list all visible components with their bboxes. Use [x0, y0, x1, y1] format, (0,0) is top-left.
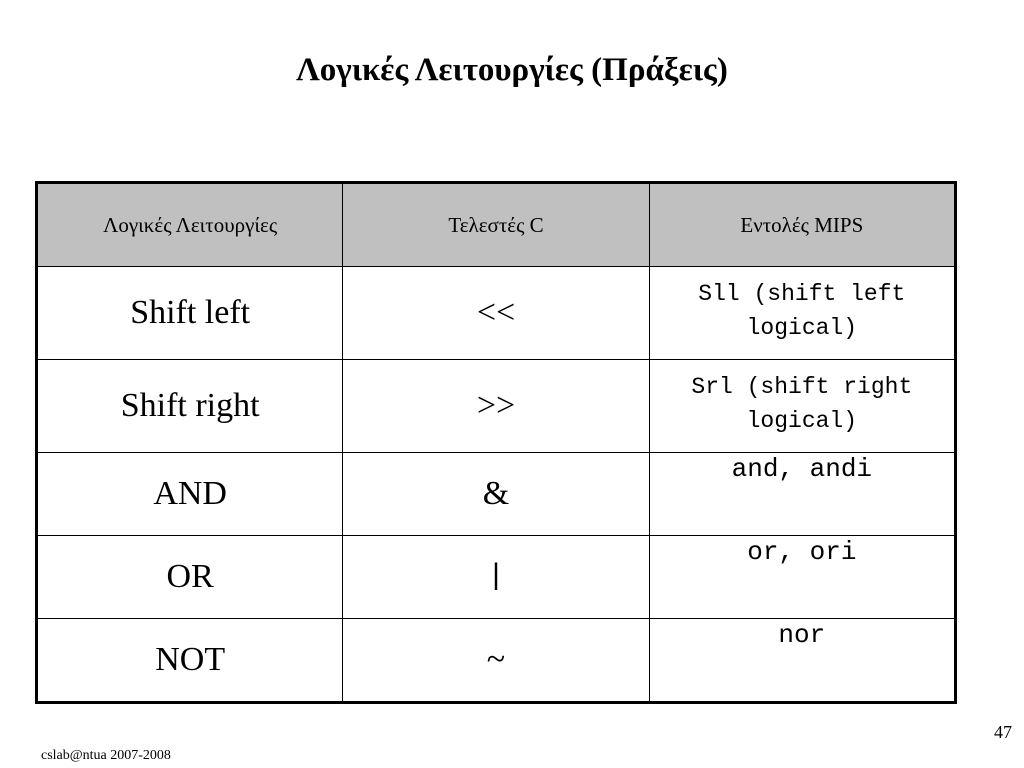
logical-operations-table	[35, 181, 957, 704]
mips-instruction-cell: Srl (shift right logical)	[649, 360, 955, 453]
table-row	[37, 619, 956, 703]
c-operator-cell: >>	[343, 360, 649, 453]
mips-instruction-cell: or, ori	[649, 536, 955, 619]
operation-cell: NOT	[37, 619, 343, 703]
footer-credit: cslab@ntua 2007-2008	[41, 748, 171, 763]
table-row	[37, 536, 956, 619]
table-header-row	[37, 183, 956, 267]
mips-instruction-cell: nor	[649, 619, 955, 703]
header-mips-instructions: Εντολές MIPS	[649, 183, 955, 267]
operation-cell: Shift right	[37, 360, 343, 453]
operation-cell: OR	[37, 536, 343, 619]
page-number: 47	[994, 722, 1012, 742]
table-row	[37, 360, 956, 453]
c-operator-cell: <<	[343, 267, 649, 360]
table-row	[37, 267, 956, 360]
operation-cell: AND	[37, 453, 343, 536]
table-row	[37, 453, 956, 536]
operation-cell: Shift left	[37, 267, 343, 360]
c-operator-cell: |	[343, 536, 649, 619]
mips-instruction-cell: and, andi	[649, 453, 955, 536]
slide-title: Λογικές Λειτουργίες (Πράξεις)	[296, 52, 728, 88]
header-logical-operations: Λογικές Λειτουργίες	[37, 183, 343, 267]
c-operator-cell: ~	[343, 619, 649, 703]
mips-instruction-cell: Sll (shift left logical)	[649, 267, 955, 360]
c-operator-cell: &	[343, 453, 649, 536]
header-c-operators: Τελεστές C	[343, 183, 649, 267]
